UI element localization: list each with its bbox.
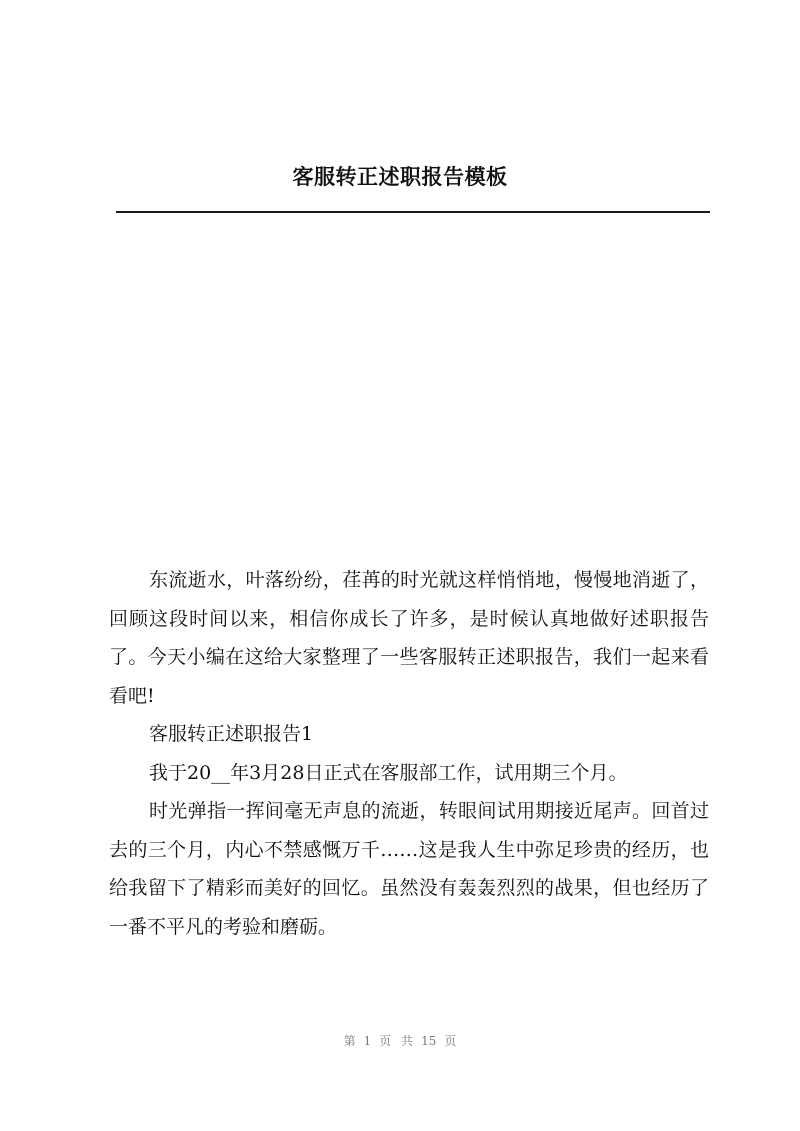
section-heading: 客服转正述职报告1 [149, 723, 314, 745]
footer-label-end: 页 [444, 1034, 457, 1048]
body-paragraph: 时光弹指一挥间毫无声息的流逝，转眼间试用期接近尾声。回首过去的三个月，内心不禁感慨万千……这是我人生中弥足珍贵的经历，也给我留下了精彩而美好的回忆。虽然没有轰轰烈烈的战果，但也经历了一番不平凡的考验和磨砺。 [109, 800, 709, 938]
document-title: 客服转正述职报告模板 [292, 165, 508, 189]
footer-total-pages: 15 [421, 1034, 437, 1048]
body-paragraph: 我于20__年3月28日正式在客服部工作，试用期三个月。 [149, 761, 628, 784]
footer-current-page: 1 [363, 1034, 372, 1048]
footer-label-of: 页 共 [379, 1034, 414, 1048]
intro-paragraph: 东流逝水，叶落纷纷，荏苒的时光就这样悄悄地，慢慢地消逝了，回顾这段时间以来，相信你成长了许多，是时候认真地做好述职报告了。今天小编在这给大家整理了一些客服转正述职报告，我们一起来看看吧! [109, 569, 709, 707]
page-footer [0, 1032, 800, 1050]
title-underline [116, 211, 710, 213]
document-body [109, 561, 709, 946]
footer-label-page: 第 [343, 1034, 356, 1048]
